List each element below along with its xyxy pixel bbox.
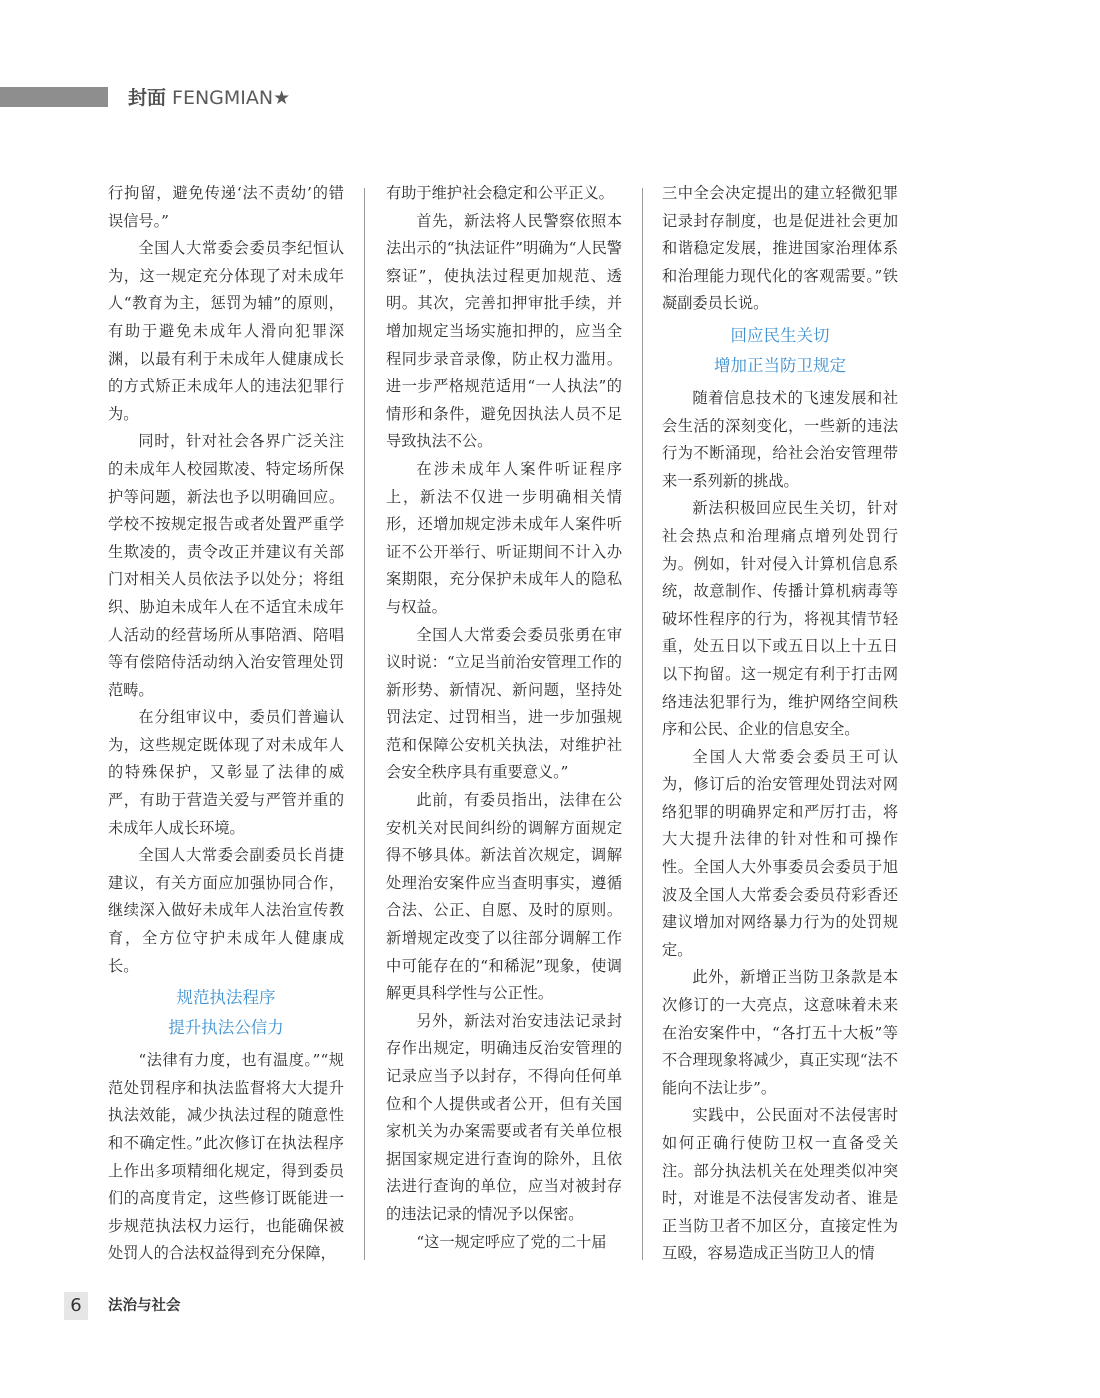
header-bar <box>0 87 108 107</box>
body-paragraph: 全国人大常委会委员李纪恒认为，这一规定充分体现了对未成年人“教育为主，惩罚为辅”的原则，有助于避免未成年人滑向犯罪深渊，以最有利于未成年人健康成长的方式矫正未成年人的违法犯罪行为。 <box>108 239 344 423</box>
body-paragraph: 实践中，公民面对不法侵害时如何正确行使防卫权一直备受关注。部分执法机关在处理类似冲突时，对谁是不法侵害发动者、谁是正当防卫者不加区分，直接定性为互殴，容易造成正当防卫人的情 <box>662 1106 898 1263</box>
body-paragraph: 新法积极回应民生关切，针对社会热点和治理痛点增列处罚行为。例如，针对侵入计算机信息系统，故意制作、传播计算机病毒等破坏性程序的行为，将视其情节轻重，处五日以下或五日以上十五日以下拘留。这一规定有利于打击网络违法犯罪行为，维护网络空间秩序和公民、企业的信息安全。 <box>662 499 898 739</box>
section-title-cn: 封面 <box>128 87 167 109</box>
body-paragraph: 三中全会决定提出的建立轻微犯罪记录封存制度，也是促进社会更加和谐稳定发展，推进国家治理体系和治理能力现代化的客观需要。”铁凝副委员长说。 <box>662 184 898 313</box>
body-paragraph: 此外，新增正当防卫条款是本次修订的一大亮点，这意味着未来在治安案件中，“各打五十大板”等不合理现象将减少，真正实现“法不能向不法让步”。 <box>662 968 898 1097</box>
body-paragraph: 有助于维护社会稳定和公平正义。 <box>386 184 614 202</box>
article-column-1 <box>108 180 344 1268</box>
article-column-3 <box>662 180 898 1268</box>
body-paragraph: 在涉未成年人案件听证程序上，新法不仅进一步明确相关情形，还增加规定涉未成年人案件听证不公开举行、听证期间不计入办案期限，充分保护未成年人的隐私与权益。 <box>386 459 622 616</box>
body-paragraph: 全国人大常委会副委员长肖捷建议，有关方面应加强协同合作，继续深入做好未成年人法治宣传教育，全方位守护未成年人健康成长。 <box>108 846 344 975</box>
section-header <box>128 86 290 110</box>
subheading-line: 提升执法公信力 <box>168 1018 284 1038</box>
section-title-en: FENGMIAN★ <box>172 87 291 109</box>
article-column-2 <box>386 180 622 1256</box>
section-subheading <box>662 321 898 381</box>
body-paragraph: “法律有力度，也有温度。”“规范处罚程序和执法监督将大大提升执法效能，减少执法过程的随意性和不确定性。”此次修订在执法程序上作出多项精细化规定，得到委员们的高度肯定，这些修订既能进一步规范执法权力运行，也能确保被处罚人的合法权益得到充分保障， <box>108 1051 344 1263</box>
page-number: 6 <box>64 1292 88 1320</box>
subheading-line: 回应民生关切 <box>730 325 830 345</box>
column-divider <box>642 188 643 1260</box>
body-paragraph: 另外，新法对治安违法记录封存作出规定，明确违反治安管理的记录应当予以封存，不得向任何单位和个人提供或者公开，但有关国家机关为办案需要或者有关单位根据国家规定进行查询的除外，且依法进行查询的单位，应当对被封存的违法记录的情况予以保密。 <box>386 1011 622 1223</box>
body-paragraph: 同时，针对社会各界广泛关注的未成年人校园欺凌、特定场所保护等问题，新法也予以明确回应。学校不按规定报告或者处置严重学生欺凌的，责令改正并建议有关部门对相关人员依法予以处分；将组织、胁迫未成年人在不适宜未成年人活动的经营场所从事陪酒、陪唱等有偿陪侍活动纳入治安管理处罚范畴。 <box>108 432 344 699</box>
body-paragraph: 此前，有委员指出，法律在公安机关对民间纠纷的调解方面规定得不够具体。新法首次规定，调解处理治安案件应当查明事实，遵循合法、公正、自愿、及时的原则。新增规定改变了以往部分调解工作中可能存在的“和稀泥”现象，使调解更具科学性与公正性。 <box>386 791 622 1003</box>
subheading-line: 规范执法程序 <box>176 988 276 1008</box>
subheading-line: 增加正当防卫规定 <box>714 355 846 375</box>
body-paragraph: 在分组审议中，委员们普遍认为，这些规定既体现了对未成年人的特殊保护，又彰显了法律的威严，有助于营造关爱与严管并重的未成年人成长环境。 <box>108 708 344 837</box>
section-subheading <box>108 983 344 1043</box>
body-paragraph: 行拘留，避免传递‘法不责幼’的错误信号。” <box>108 184 344 230</box>
body-paragraph: “这一规定呼应了党的二十届 <box>416 1232 607 1251</box>
column-divider <box>364 188 365 1260</box>
body-paragraph: 随着信息技术的飞速发展和社会生活的深刻变化，一些新的违法行为不断涌现，给社会治安管理带来一系列新的挑战。 <box>662 388 898 490</box>
body-paragraph: 全国人大常委会委员王可认为，修订后的治安管理处罚法对网络犯罪的明确界定和严厉打击，将大大提升法律的针对性和可操作性。全国人大外事委员会委员于旭波及全国人大常委会委员苻彩香还建议增加对网络暴力行为的处罚规定。 <box>662 747 898 959</box>
body-paragraph: 首先，新法将人民警察依照本法出示的“执法证件”明确为“人民警察证”，使执法过程更加规范、透明。其次，完善扣押审批手续，并增加规定当场实施扣押的，应当全程同步录音录像，防止权力滥用。进一步严格规范适用“一人执法”的情形和条件，避免因执法人员不足导致执法不公。 <box>386 211 622 451</box>
magazine-name: 法治与社会 <box>108 1298 181 1314</box>
body-paragraph: 全国人大常委会委员张勇在审议时说：“立足当前治安管理工作的新形势、新情况、新问题，坚持处罚法定、过罚相当，进一步加强规范和保障公安机关执法，对维护社会安全秩序具有重要意义。” <box>386 625 622 782</box>
